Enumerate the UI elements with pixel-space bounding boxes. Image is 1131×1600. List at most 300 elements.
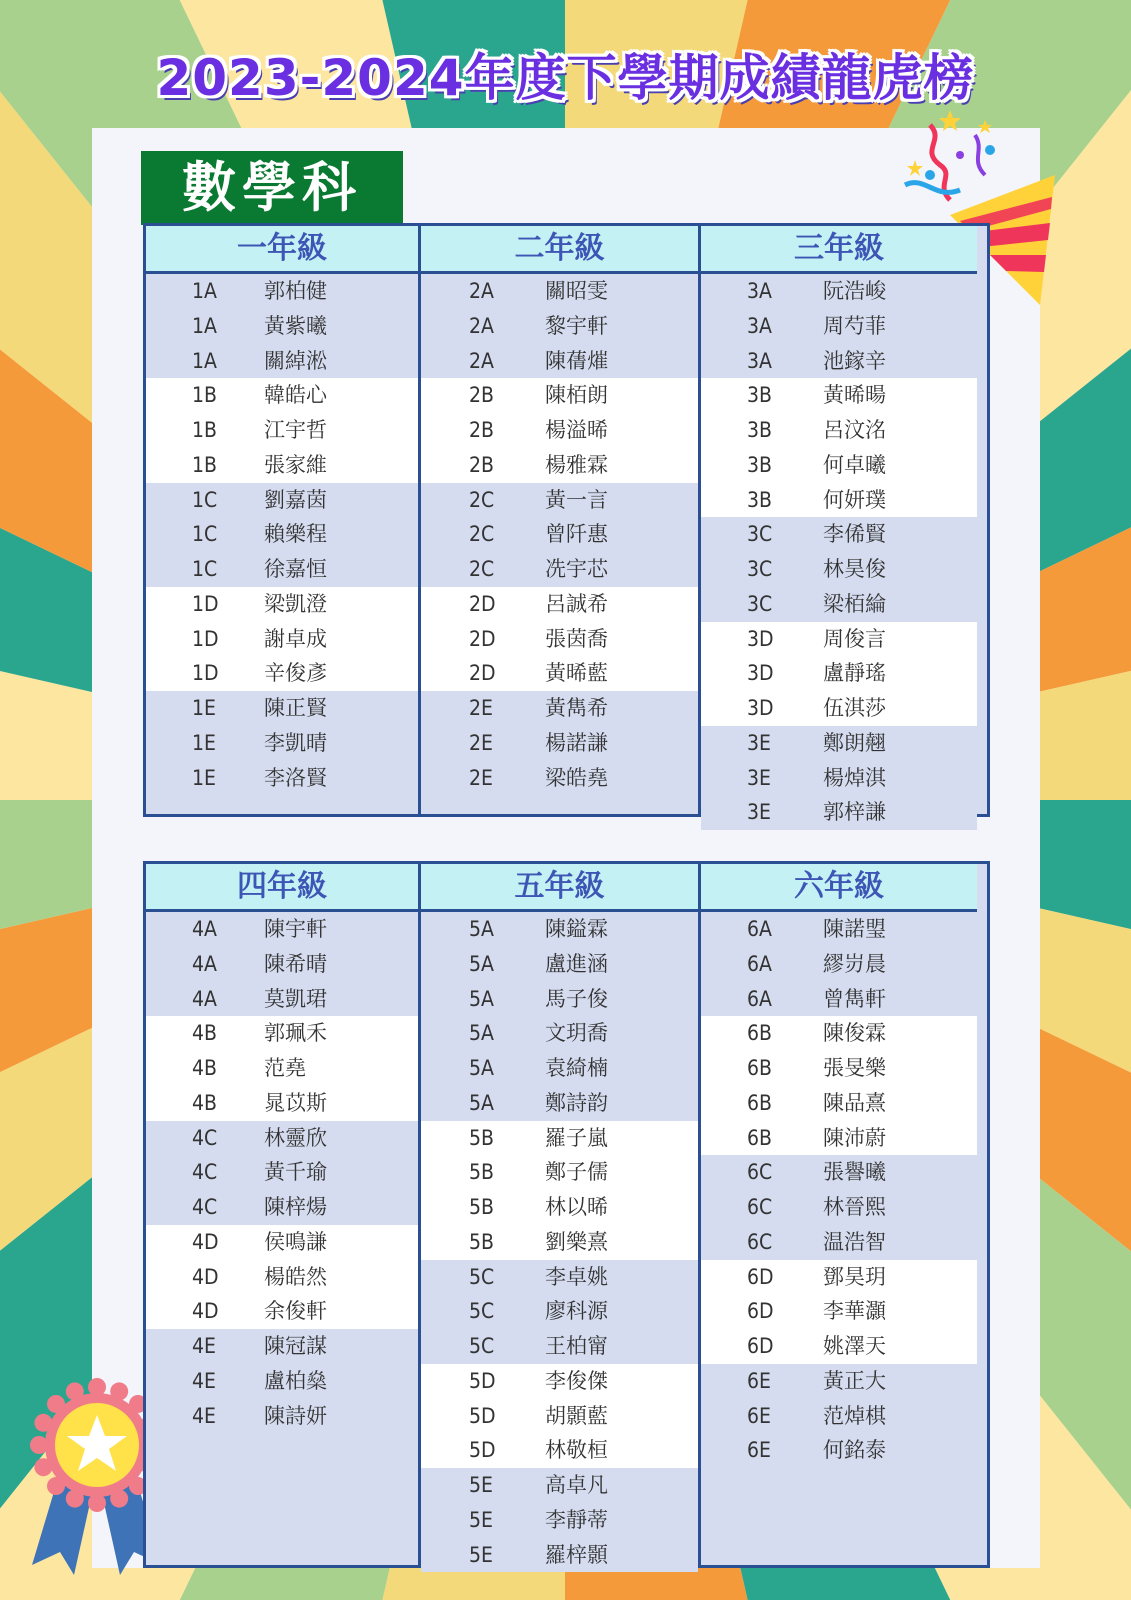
class-code: 1A <box>192 279 217 303</box>
class-code: 5A <box>469 1021 494 1046</box>
class-code: 2D <box>469 591 496 616</box>
class-code: 4C <box>192 1195 218 1219</box>
student-name: 林昊俊 <box>823 557 886 581</box>
student-row <box>421 912 698 947</box>
student-row <box>146 1364 418 1399</box>
student-row <box>146 1399 418 1434</box>
grade-column <box>698 864 977 1565</box>
student-row <box>421 1538 698 1573</box>
student-row <box>701 448 977 483</box>
student-name: 羅梓顥 <box>545 1542 608 1567</box>
student-name: 黃一言 <box>545 487 608 512</box>
student-row <box>701 517 977 552</box>
grade-column <box>418 226 698 814</box>
student-name: 韓皓心 <box>264 383 327 408</box>
class-code: 6B <box>747 1125 772 1150</box>
subject-label: 數學科 <box>141 151 403 225</box>
grade-header: 二年級 <box>421 226 698 274</box>
class-code: 4B <box>192 1021 217 1046</box>
student-row <box>701 274 977 309</box>
student-name: 何銘泰 <box>823 1438 886 1463</box>
class-code: 2B <box>469 383 494 408</box>
class-code: 3D <box>747 696 774 720</box>
student-row <box>146 448 418 483</box>
class-code: 3D <box>747 626 774 651</box>
student-row <box>421 1433 698 1468</box>
class-code: 1A <box>192 313 217 338</box>
student-row <box>421 1294 698 1329</box>
student-name: 賴樂程 <box>264 522 327 547</box>
student-name: 李凱晴 <box>264 730 327 755</box>
class-code: 6E <box>747 1368 771 1393</box>
student-name: 文玥喬 <box>545 1021 608 1046</box>
student-row <box>701 1155 977 1190</box>
class-code: 4A <box>192 917 217 941</box>
grade-header: 一年級 <box>146 226 418 274</box>
student-row <box>701 344 977 379</box>
student-row <box>421 448 698 483</box>
student-name: 温浩智 <box>823 1229 886 1254</box>
class-code: 4D <box>192 1229 219 1254</box>
class-code: 2C <box>469 487 495 512</box>
class-code: 1A <box>192 348 217 373</box>
student-row <box>701 912 977 947</box>
student-row <box>701 622 977 657</box>
class-code: 5C <box>469 1334 495 1358</box>
student-row <box>701 1225 977 1260</box>
student-row <box>421 656 698 691</box>
student-name: 盧進涵 <box>545 951 608 976</box>
class-code: 2B <box>469 418 494 442</box>
student-row <box>701 483 977 518</box>
student-name: 黃千瑜 <box>264 1160 327 1185</box>
class-code: 1C <box>192 487 218 512</box>
student-name: 鄭朗翹 <box>823 730 886 755</box>
student-name: 陳栢朗 <box>545 383 608 408</box>
student-name: 楊溢晞 <box>545 418 608 442</box>
student-name: 林敬桓 <box>545 1438 608 1463</box>
class-code: 5D <box>469 1403 496 1428</box>
student-row <box>701 1086 977 1121</box>
class-code: 2A <box>469 313 494 338</box>
student-row <box>146 517 418 552</box>
grade-column <box>146 864 418 1565</box>
class-code: 5D <box>469 1438 496 1463</box>
class-code: 1C <box>192 557 218 581</box>
student-name: 周俊言 <box>823 626 886 651</box>
student-row <box>421 726 698 761</box>
class-code: 6A <box>747 986 772 1011</box>
class-code: 5B <box>469 1229 494 1254</box>
class-code: 6D <box>747 1264 774 1289</box>
class-code: 3A <box>747 313 772 338</box>
grades-4-6-table <box>143 861 990 1568</box>
student-name: 黃正大 <box>823 1368 886 1393</box>
student-name: 楊皓然 <box>264 1264 327 1289</box>
student-name: 陳俊霖 <box>823 1021 886 1046</box>
student-name: 黃紫曦 <box>264 313 327 338</box>
class-code: 5B <box>469 1160 494 1185</box>
student-row <box>701 982 977 1017</box>
student-row <box>701 552 977 587</box>
student-row <box>701 1190 977 1225</box>
grade-header: 五年級 <box>421 864 698 912</box>
student-row <box>146 274 418 309</box>
class-code: 6B <box>747 1056 772 1080</box>
student-row <box>146 1190 418 1225</box>
student-name: 呂誠希 <box>545 591 608 616</box>
grade-column <box>418 864 698 1565</box>
class-code: 6B <box>747 1090 772 1115</box>
student-row <box>421 378 698 413</box>
class-code: 2D <box>469 661 496 686</box>
student-name: 梁皓堯 <box>545 765 608 790</box>
student-name: 余俊軒 <box>264 1299 327 1324</box>
student-name: 劉樂熹 <box>545 1229 608 1254</box>
student-row <box>146 1051 418 1086</box>
class-code: 3E <box>747 800 771 825</box>
class-code: 3B <box>747 452 772 477</box>
class-code: 2B <box>469 452 494 477</box>
student-row <box>701 656 977 691</box>
student-name: 鄭詩韵 <box>545 1090 608 1115</box>
class-code: 4C <box>192 1125 218 1150</box>
student-row <box>421 691 698 726</box>
student-name: 郭梓謙 <box>823 800 886 825</box>
class-code: 6D <box>747 1334 774 1358</box>
student-row <box>146 552 418 587</box>
student-name: 陳沛蔚 <box>823 1125 886 1150</box>
student-row <box>701 795 977 830</box>
student-name: 梁栢綸 <box>823 591 886 616</box>
student-name: 張旻樂 <box>823 1056 886 1080</box>
student-row <box>421 1155 698 1190</box>
class-code: 3D <box>747 661 774 686</box>
student-row <box>421 761 698 796</box>
class-code: 6C <box>747 1229 773 1254</box>
class-code: 4D <box>192 1299 219 1324</box>
class-code: 6E <box>747 1403 771 1428</box>
student-row <box>146 726 418 761</box>
class-code: 1B <box>192 418 217 442</box>
student-name: 呂汶洺 <box>823 418 886 442</box>
student-name: 廖科源 <box>545 1299 608 1324</box>
student-name: 鄧昊玥 <box>823 1264 886 1289</box>
student-row <box>146 587 418 622</box>
class-code: 1D <box>192 591 219 616</box>
student-name: 林晉熙 <box>823 1195 886 1219</box>
class-code: 5B <box>469 1125 494 1150</box>
student-name: 姚澤天 <box>823 1334 886 1358</box>
class-code: 4B <box>192 1056 217 1080</box>
student-name: 陳正賢 <box>264 696 327 720</box>
student-name: 關綽淞 <box>264 348 327 373</box>
student-row <box>146 483 418 518</box>
class-code: 6B <box>747 1021 772 1046</box>
class-code: 5E <box>469 1473 493 1497</box>
student-row <box>146 1121 418 1156</box>
student-row <box>421 1121 698 1156</box>
class-code: 5B <box>469 1195 494 1219</box>
student-row <box>421 1329 698 1364</box>
student-name: 楊雅霖 <box>545 452 608 477</box>
class-code: 5A <box>469 986 494 1011</box>
student-name: 盧靜瑤 <box>823 661 886 686</box>
student-name: 李俙賢 <box>823 522 886 547</box>
student-row <box>421 344 698 379</box>
student-row <box>146 413 418 448</box>
student-row <box>701 309 977 344</box>
student-name: 郭珮禾 <box>264 1021 327 1046</box>
student-name: 何妍璞 <box>823 487 886 512</box>
class-code: 4B <box>192 1090 217 1115</box>
class-code: 1E <box>192 765 216 790</box>
student-name: 林以晞 <box>545 1195 608 1219</box>
page-title: 2023-2024年度下學期成績龍虎榜 <box>156 49 975 107</box>
student-row <box>421 1190 698 1225</box>
student-row <box>421 413 698 448</box>
class-code: 3E <box>747 730 771 755</box>
student-row <box>701 1294 977 1329</box>
student-name: 陳梓煬 <box>264 1195 327 1219</box>
class-code: 4C <box>192 1160 218 1185</box>
class-code: 2C <box>469 522 495 547</box>
student-row <box>701 726 977 761</box>
student-name: 王柏甯 <box>545 1334 608 1358</box>
student-row <box>421 622 698 657</box>
class-code: 4E <box>192 1403 216 1428</box>
class-code: 5C <box>469 1264 495 1289</box>
student-row <box>701 1260 977 1295</box>
student-name: 林靈欣 <box>264 1125 327 1150</box>
class-code: 2E <box>469 730 493 755</box>
student-row <box>146 947 418 982</box>
student-name: 陳蒨熣 <box>545 348 608 373</box>
student-name: 陳希晴 <box>264 951 327 976</box>
class-code: 6A <box>747 951 772 976</box>
student-row <box>146 912 418 947</box>
student-name: 關昭雯 <box>545 279 608 303</box>
student-name: 陳詩妍 <box>264 1403 327 1428</box>
student-row <box>701 587 977 622</box>
grade-column <box>698 226 977 825</box>
student-row <box>146 1225 418 1260</box>
class-code: 4E <box>192 1368 216 1393</box>
student-name: 劉嘉茵 <box>264 487 327 512</box>
student-row <box>146 982 418 1017</box>
grade-header: 四年級 <box>146 864 418 912</box>
class-code: 2A <box>469 279 494 303</box>
grade-column <box>146 226 418 814</box>
student-row <box>146 1260 418 1295</box>
student-name: 徐嘉恒 <box>264 557 327 581</box>
student-row <box>421 1364 698 1399</box>
class-code: 1B <box>192 452 217 477</box>
student-name: 伍淇莎 <box>823 696 886 720</box>
class-code: 6A <box>747 917 772 941</box>
student-name: 辛俊彥 <box>264 661 327 686</box>
class-code: 1E <box>192 696 216 720</box>
student-name: 陳諾琞 <box>823 917 886 941</box>
class-code: 4A <box>192 951 217 976</box>
student-row <box>146 309 418 344</box>
class-code: 5D <box>469 1368 496 1393</box>
student-name: 陳鎰霖 <box>545 917 608 941</box>
student-name: 胡顥藍 <box>545 1403 608 1428</box>
student-name: 馬子俊 <box>545 986 608 1011</box>
student-name: 何卓曦 <box>823 452 886 477</box>
student-name: 阮浩峻 <box>823 279 886 303</box>
student-row <box>701 378 977 413</box>
student-row <box>701 1433 977 1468</box>
student-name: 曾阡惠 <box>545 522 608 547</box>
class-code: 2D <box>469 626 496 651</box>
student-row <box>421 1225 698 1260</box>
class-code: 1C <box>192 522 218 547</box>
class-code: 5A <box>469 951 494 976</box>
student-row <box>146 761 418 796</box>
class-code: 5E <box>469 1507 493 1532</box>
student-row <box>146 378 418 413</box>
student-name: 張譽曦 <box>823 1160 886 1185</box>
student-name: 冼宇芯 <box>545 557 608 581</box>
student-row <box>421 1086 698 1121</box>
student-name: 李靜蒂 <box>545 1507 608 1532</box>
student-row <box>701 761 977 796</box>
class-code: 1E <box>192 730 216 755</box>
student-row <box>421 274 698 309</box>
student-name: 鄭子儒 <box>545 1160 608 1185</box>
class-code: 2E <box>469 696 493 720</box>
student-name: 張茵喬 <box>545 626 608 651</box>
student-row <box>701 1016 977 1051</box>
student-row <box>701 947 977 982</box>
class-code: 3E <box>747 765 771 790</box>
student-name: 黎宇軒 <box>545 313 608 338</box>
class-code: 3A <box>747 348 772 373</box>
class-code: 2A <box>469 348 494 373</box>
class-code: 1D <box>192 661 219 686</box>
class-code: 6D <box>747 1299 774 1324</box>
student-row <box>701 1329 977 1364</box>
class-code: 3B <box>747 487 772 512</box>
student-row <box>701 691 977 726</box>
student-row <box>146 656 418 691</box>
student-name: 范堯 <box>264 1056 306 1080</box>
class-code: 1B <box>192 383 217 408</box>
class-code: 6C <box>747 1195 773 1219</box>
student-name: 江宇哲 <box>264 418 327 442</box>
class-code: 3B <box>747 383 772 408</box>
student-row <box>146 1016 418 1051</box>
student-name: 楊焯淇 <box>823 765 886 790</box>
student-row <box>421 1260 698 1295</box>
class-code: 4E <box>192 1334 216 1358</box>
class-code: 4A <box>192 986 217 1011</box>
student-row <box>146 622 418 657</box>
class-code: 6C <box>747 1160 773 1185</box>
grade-header: 六年級 <box>701 864 977 912</box>
student-row <box>421 982 698 1017</box>
class-code: 2E <box>469 765 493 790</box>
class-code: 3A <box>747 279 772 303</box>
student-name: 謝卓成 <box>264 626 327 651</box>
grade-header: 三年級 <box>701 226 977 274</box>
student-name: 晁苡斯 <box>264 1090 327 1115</box>
student-name: 黃晞藍 <box>545 661 608 686</box>
student-name: 郭柏健 <box>264 279 327 303</box>
student-row <box>146 1086 418 1121</box>
student-row <box>421 517 698 552</box>
student-name: 莫凱珺 <box>264 986 327 1011</box>
class-code: 3C <box>747 557 773 581</box>
student-row <box>421 483 698 518</box>
class-code: 3C <box>747 591 773 616</box>
student-name: 范焯棋 <box>823 1403 886 1428</box>
student-name: 侯鳴謙 <box>264 1229 327 1254</box>
student-name: 羅子嵐 <box>545 1125 608 1150</box>
student-row <box>421 587 698 622</box>
student-name: 袁綺楠 <box>545 1056 608 1080</box>
class-code: 3C <box>747 522 773 547</box>
student-name: 陳宇軒 <box>264 917 327 941</box>
student-row <box>701 1399 977 1434</box>
student-name: 池鎵辛 <box>823 348 886 373</box>
class-code: 5A <box>469 1056 494 1080</box>
grades-1-3-table <box>143 223 990 825</box>
class-code: 6E <box>747 1438 771 1463</box>
student-name: 楊諾謙 <box>545 730 608 755</box>
student-row <box>146 1329 418 1364</box>
student-row <box>146 1155 418 1190</box>
student-row <box>701 413 977 448</box>
student-name: 梁凱澄 <box>264 591 327 616</box>
class-code: 2C <box>469 557 495 581</box>
student-row <box>421 309 698 344</box>
student-name: 陳品熹 <box>823 1090 886 1115</box>
student-name: 黃雋希 <box>545 696 608 720</box>
student-name: 李華灝 <box>823 1299 886 1324</box>
student-row <box>701 1051 977 1086</box>
student-row <box>146 344 418 379</box>
student-name: 李洛賢 <box>264 765 327 790</box>
student-name: 李俊傑 <box>545 1368 608 1393</box>
student-row <box>421 552 698 587</box>
student-name: 周芍菲 <box>823 313 886 338</box>
student-row <box>146 691 418 726</box>
student-row <box>701 1121 977 1156</box>
class-code: 5E <box>469 1542 493 1567</box>
student-name: 繆岃晨 <box>823 951 886 976</box>
student-row <box>421 1051 698 1086</box>
student-name: 張家維 <box>264 452 327 477</box>
class-code: 5C <box>469 1299 495 1324</box>
student-row <box>421 1503 698 1538</box>
student-name: 曾雋軒 <box>823 986 886 1011</box>
class-code: 4D <box>192 1264 219 1289</box>
student-row <box>146 1294 418 1329</box>
student-name: 盧柏燊 <box>264 1368 327 1393</box>
student-name: 李卓姚 <box>545 1264 608 1289</box>
student-name: 黃晞暘 <box>823 383 886 408</box>
student-row <box>701 1364 977 1399</box>
class-code: 1D <box>192 626 219 651</box>
student-name: 陳冠謀 <box>264 1334 327 1358</box>
class-code: 5A <box>469 917 494 941</box>
student-name: 高卓凡 <box>545 1473 608 1497</box>
class-code: 5A <box>469 1090 494 1115</box>
class-code: 3B <box>747 418 772 442</box>
